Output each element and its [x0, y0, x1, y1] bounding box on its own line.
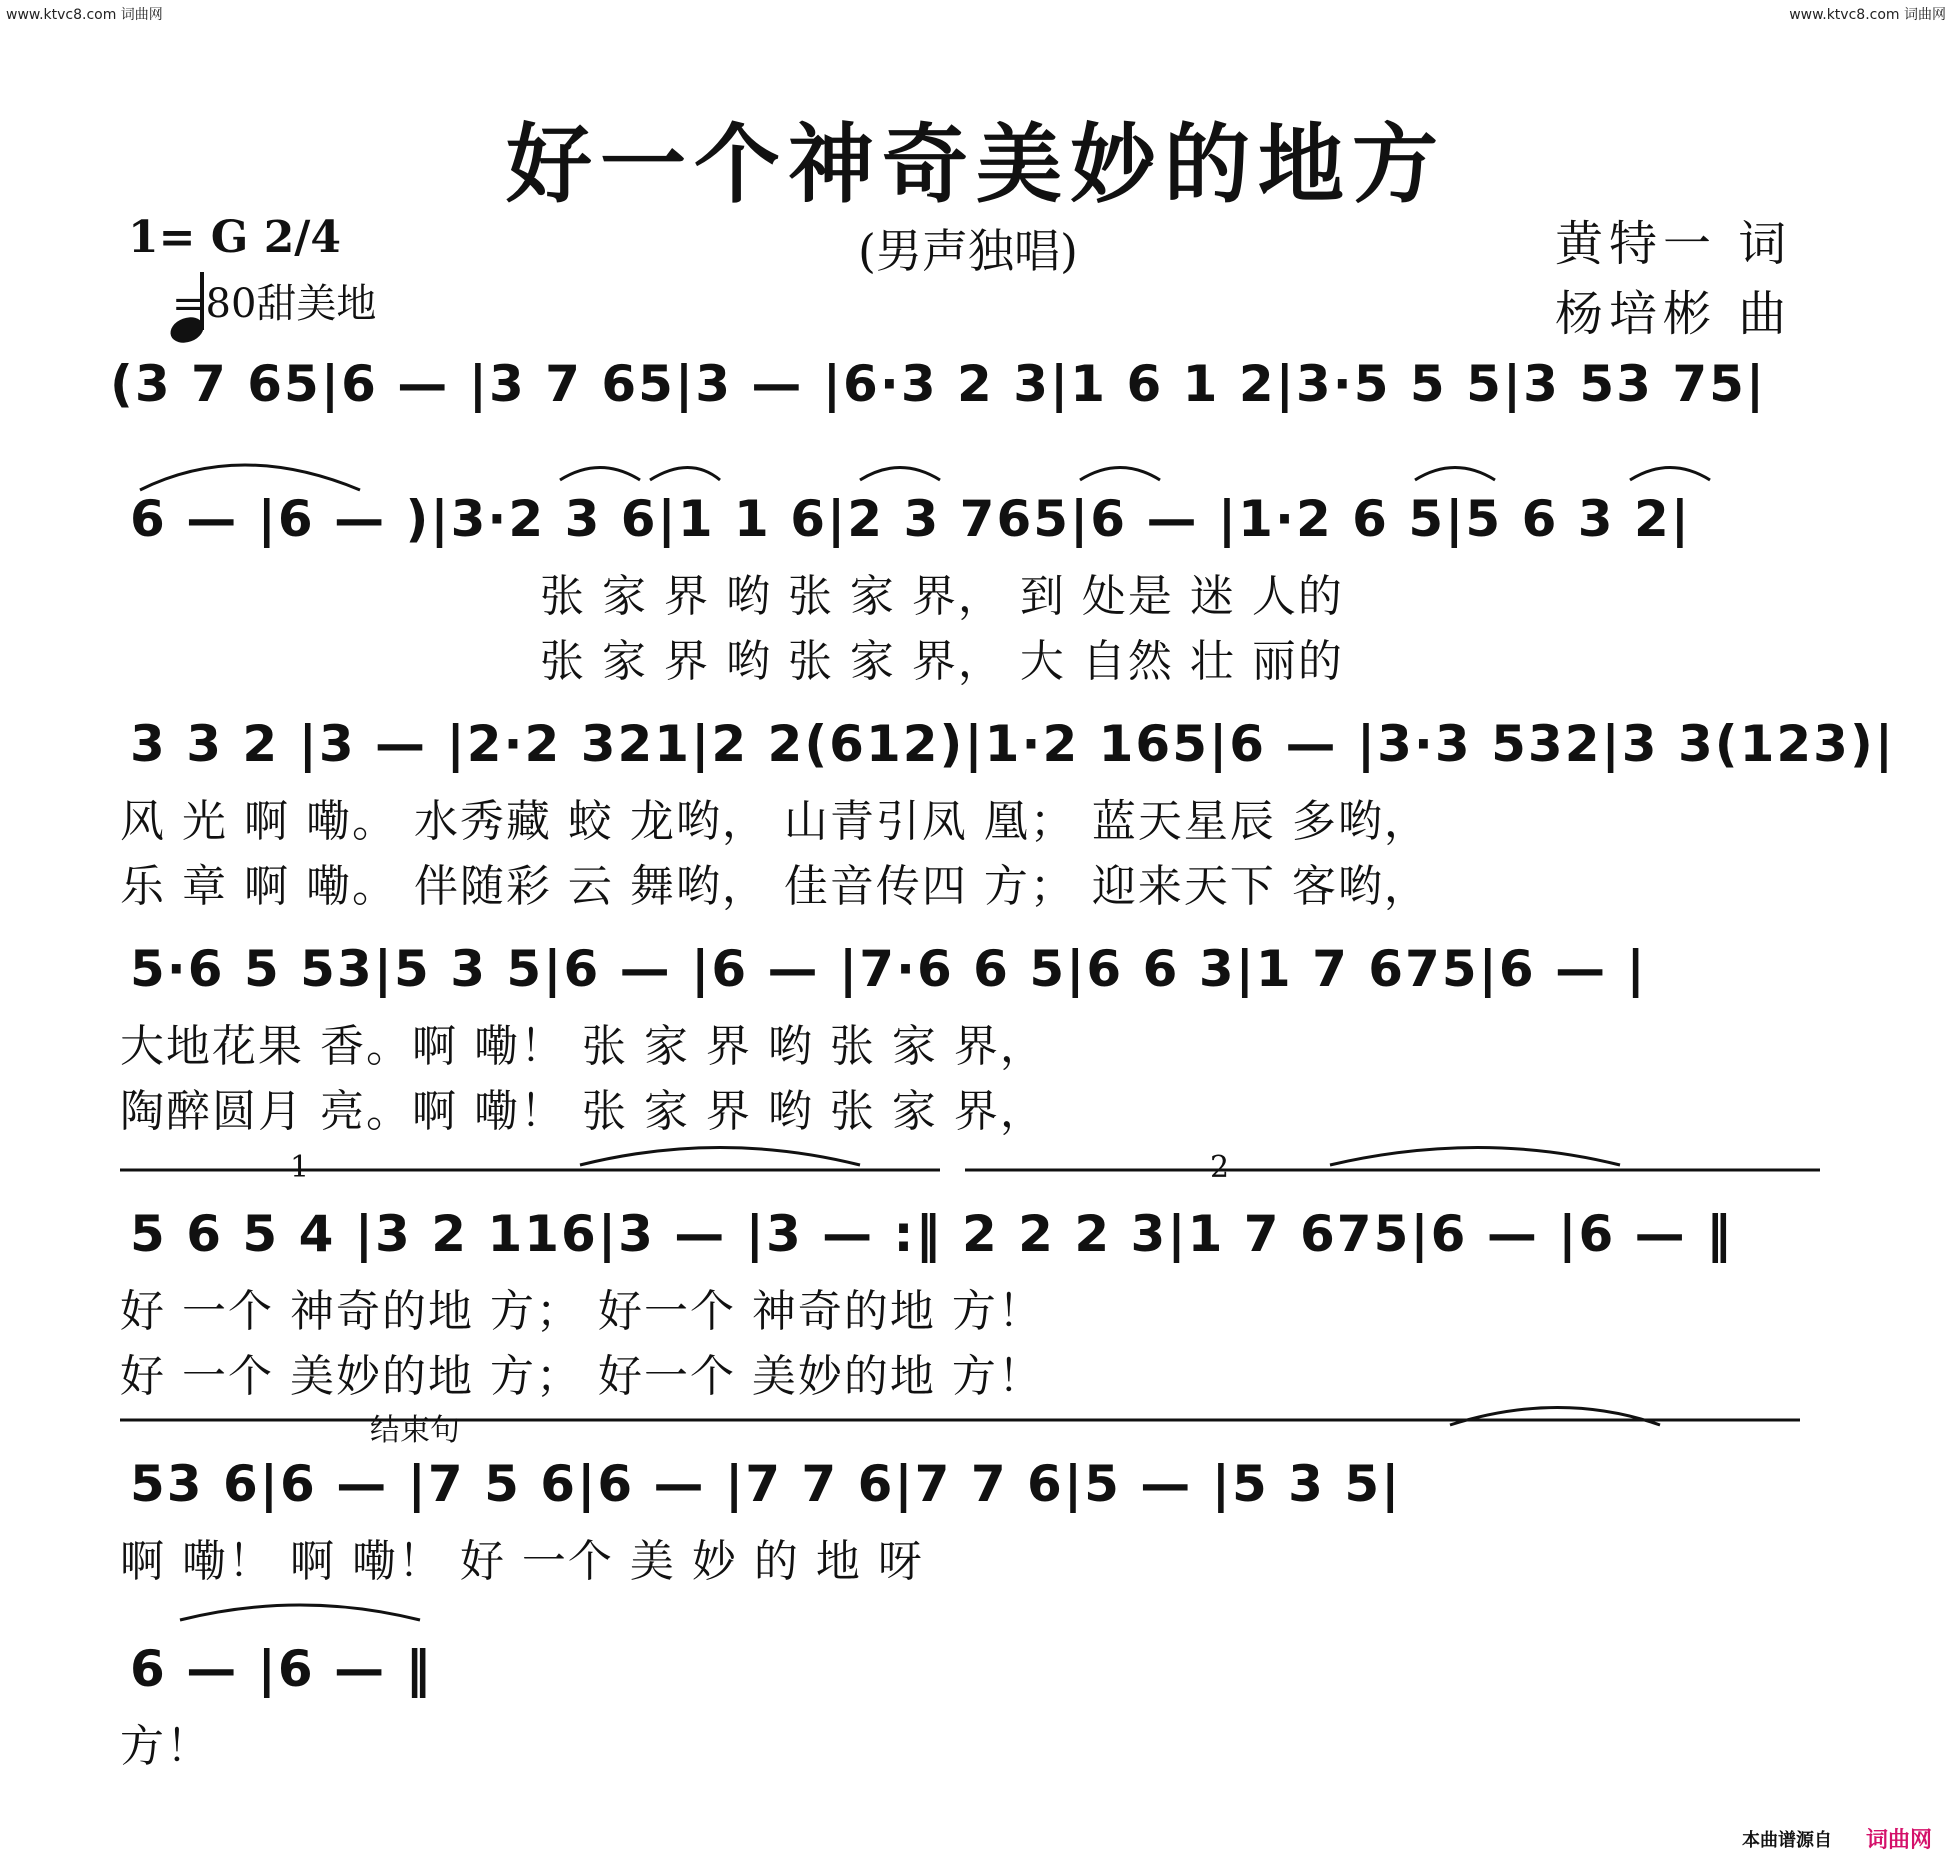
staff-row-2-lyrics-verse2: 张 家 界 哟 张 家 界， 大 自然 壮 丽的 [540, 636, 1344, 687]
staff-row-6-lyrics: 啊 嘞！ 啊 嘞！ 好 一个 美 妙 的 地 呀 [120, 1536, 924, 1587]
staff-row-2-lyrics-verse1: 张 家 界 哟 张 家 界， 到 处是 迷 人的 [540, 571, 1344, 622]
footer-brand[interactable]: 词曲网 [1865, 1828, 1932, 1853]
staff-row-6-notes: 53 6|6 — |7 5 6|6 — |7 7 6|7 7 6|5 — |5 3 5| [130, 1455, 1402, 1513]
tempo-marking: =80甜美地 [172, 281, 377, 327]
song-subtitle: (男声独唱) [858, 224, 1078, 278]
staff-row-3-notes: 3 3 2 |3 — |2·2 321|2 2(612)|1·2 165|6 — |3·3 532|3 3(123)| [130, 715, 1896, 773]
staff-row-4-notes: 5·6 5 53|5 3 5|6 — |6 — |7·6 6 5|6 6 3|1 7 675|6 — | [130, 940, 1647, 998]
volta-1-label: 1 [290, 1150, 310, 1185]
footer-source: 本曲谱源自 [1742, 1830, 1832, 1851]
staff-row-7-notes: 6 — |6 — ‖ [130, 1640, 433, 1698]
coda-label: 结束句 [370, 1413, 460, 1448]
staff-row-2-notes: 6 — |6 — )|3·2 3 6|1 1 6|2 3 765|6 — |1·2 6 5|5 6 3 2| [130, 490, 1692, 548]
lyricist-credit: 黄特一 词 [1555, 216, 1793, 272]
staff-row-5-lyrics-verse2: 好 一个 美妙的地 方； 好一个 美妙的地 方！ [120, 1351, 1044, 1402]
staff-row-3-lyrics-verse1: 风 光 啊 嘞。 水秀藏 蛟 龙哟， 山青引凤 凰； 蓝天星辰 多哟， [120, 796, 1430, 847]
volta-2-label: 2 [1210, 1150, 1230, 1185]
site-url-right: www.ktvc8.com 词曲网 [1789, 7, 1946, 23]
site-url-left: www.ktvc8.com 词曲网 [6, 7, 163, 23]
song-title: 好一个神奇美妙的地方 [506, 114, 1446, 215]
staff-row-5-lyrics-verse1: 好 一个 神奇的地 方； 好一个 神奇的地 方！ [120, 1286, 1044, 1337]
staff-row-7-lyrics: 方！ [120, 1721, 212, 1772]
staff-row-5-notes: 5 6 5 4 |3 2 116|3 — |3 — :‖ 2 2 2 3|1 7 675|6 — |6 — ‖ [130, 1205, 1734, 1263]
staff-row-3-lyrics-verse2: 乐 章 啊 嘞。 伴随彩 云 舞哟， 佳音传四 方； 迎来天下 客哟， [120, 861, 1430, 912]
composer-credit: 杨培彬 曲 [1555, 286, 1793, 342]
staff-row-1-notes: (3 7 65|6 — |3 7 65|3 — |6·3 2 3|1 6 1 2|3·5 5 5|3 53 75| [110, 355, 1767, 413]
staff-row-4-lyrics-verse1: 大地花果 香。啊 嘞！ 张 家 界 哟 张 家 界， [120, 1021, 1046, 1072]
key-signature: 1= G 2/4 [128, 212, 341, 263]
staff-row-4-lyrics-verse2: 陶醉圆月 亮。啊 嘞！ 张 家 界 哟 张 家 界， [120, 1086, 1046, 1137]
